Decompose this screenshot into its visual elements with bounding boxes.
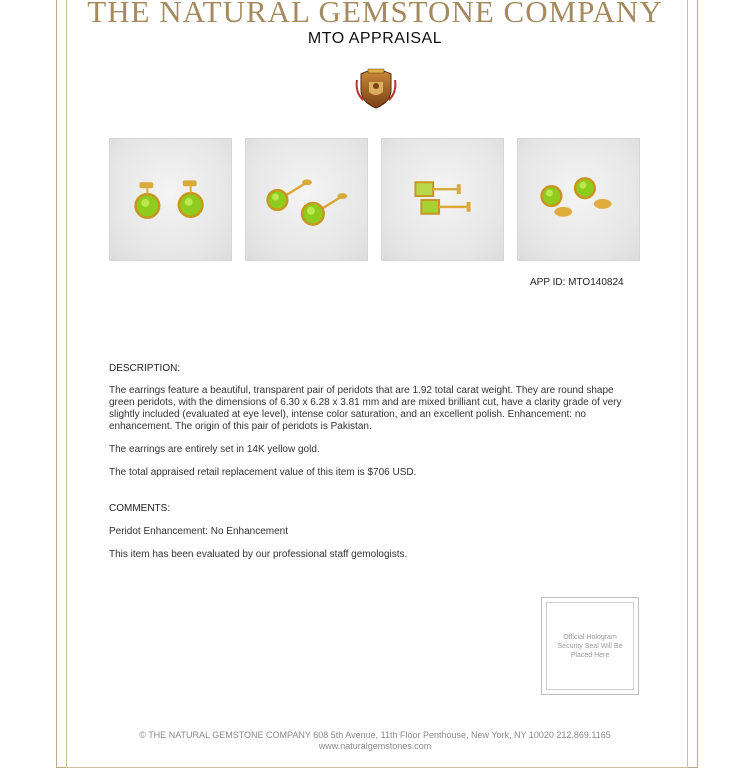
company-name: THE NATURAL GEMSTONE COMPANY — [87, 0, 663, 29]
comments-line-2: This item has been evaluated by our professional staff gemologists. — [109, 549, 408, 560]
seal-inner-frame — [546, 602, 634, 690]
crest-icon — [355, 66, 397, 110]
description-paragraph-2: The earrings are entirely set in 14K yellow gold. — [109, 444, 320, 455]
description-label: DESCRIPTION: — [109, 363, 181, 374]
earrings-front-view — [109, 138, 232, 261]
footer-website[interactable]: www.naturalgemstones.com — [318, 741, 432, 751]
earrings-angle-view — [245, 138, 368, 261]
seal-text: Official Hologram Security Seal Will Be Placed Here — [557, 633, 623, 659]
comments-line-1: Peridot Enhancement: No Enhancement — [109, 526, 288, 537]
description-paragraph-3: The total appraised retail replacement value of this item is $706 USD. — [109, 467, 417, 478]
description-paragraph-1: The earrings feature a beautiful, transparent pair of peridots that are 1.92 total carat weight. They are round shape green peridots, with the dimensions of 6.30 x 6.28 x 3.81 mm and are mixed brilliant cut, have a clarity grade of very slightly included (evaluated at eye level), intense color saturation, and an excellent polish. Enhancement: no enhancement. The origin of this pair of peridots is Pakistan. — [109, 385, 622, 432]
hologram-seal-placeholder — [541, 597, 639, 695]
footer-address: © THE NATURAL GEMSTONE COMPANY 608 5th Avenue, 11th Floor Penthouse, New York, NY 10020 212.869.1165 — [139, 730, 611, 740]
comments-label: COMMENTS: — [109, 503, 171, 514]
document-title: MTO APPRAISAL — [307, 30, 443, 47]
app-id: APP ID: MTO140824 — [530, 277, 624, 288]
earrings-side-view — [381, 138, 504, 261]
earrings-back-view — [517, 138, 640, 261]
